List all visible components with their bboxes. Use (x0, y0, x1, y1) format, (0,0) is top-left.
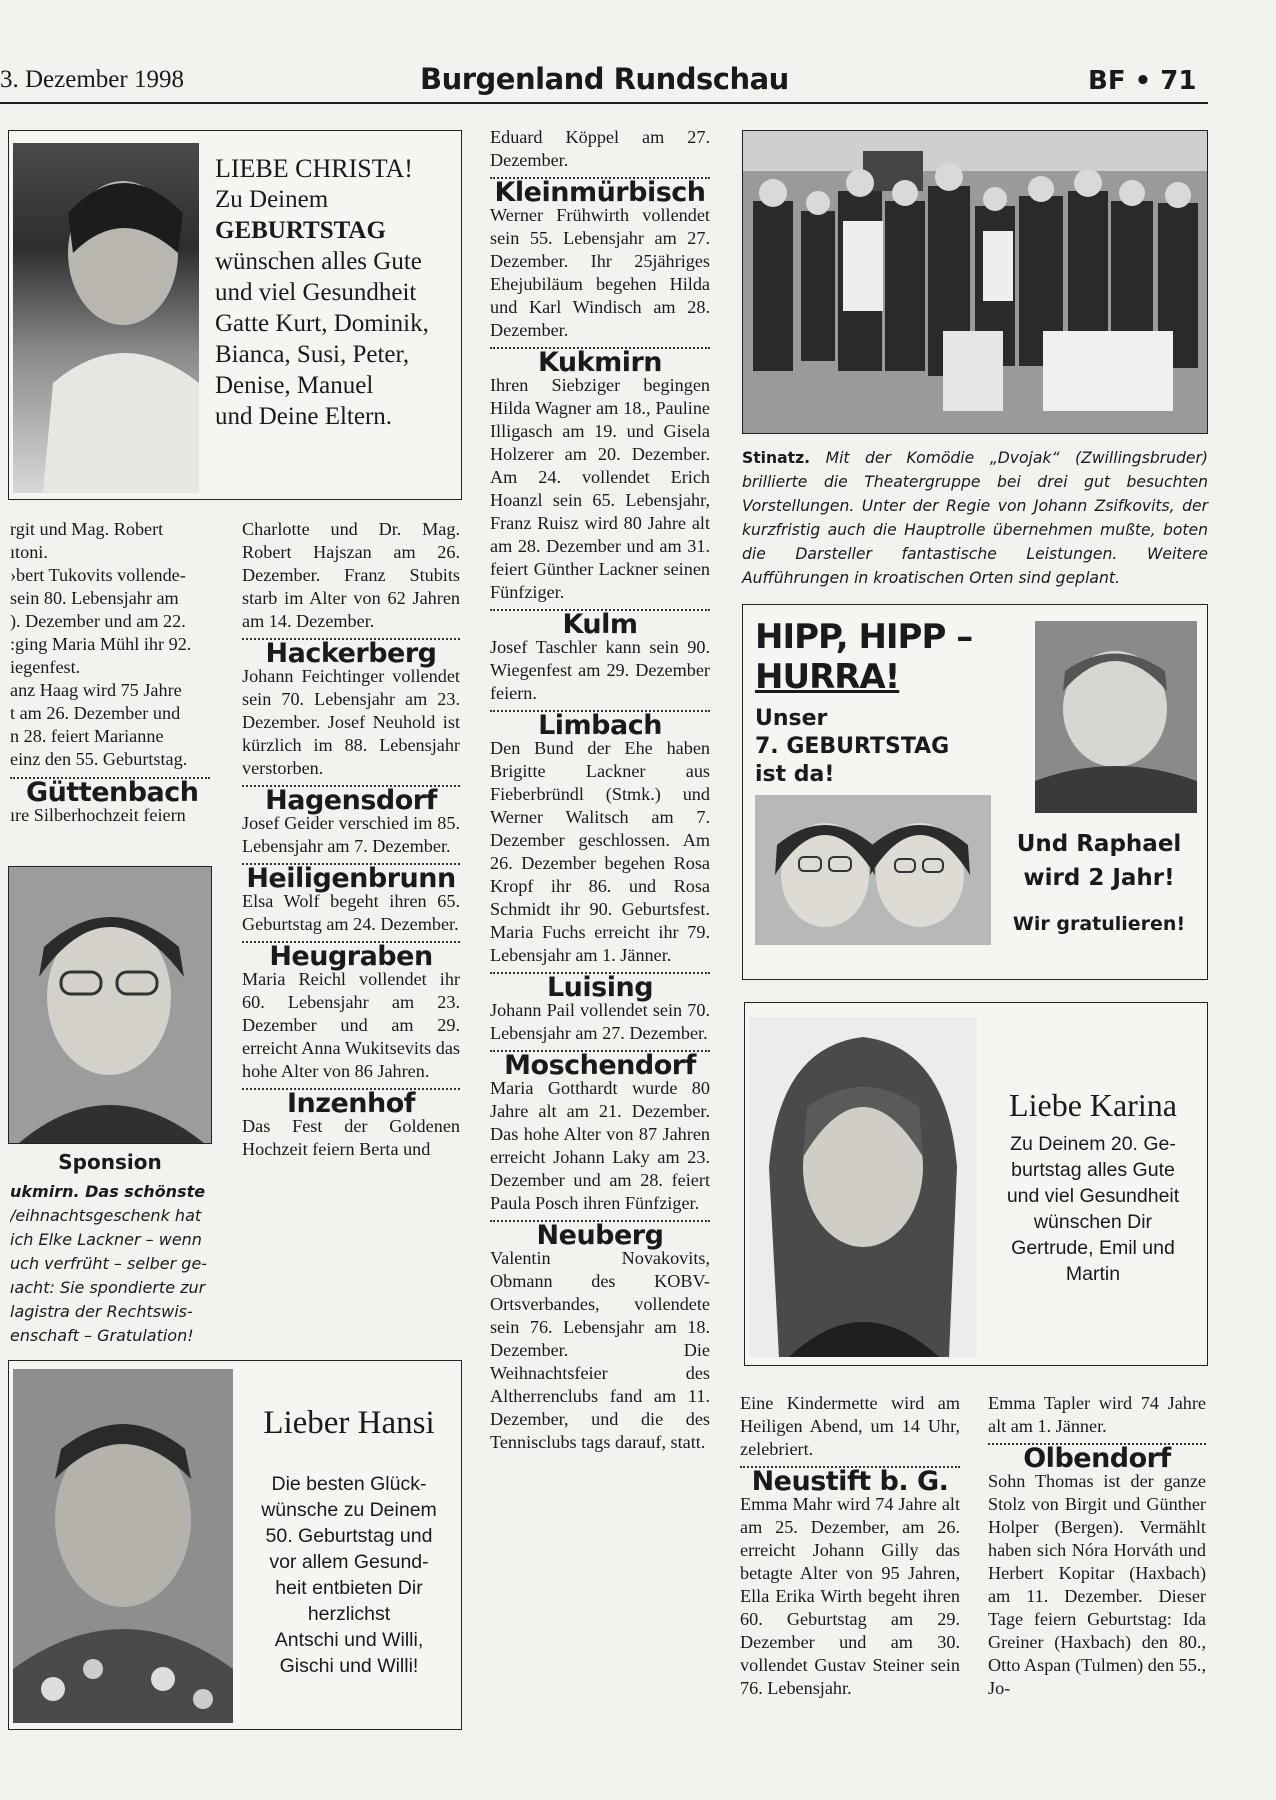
section-head-hagensdorf: Hagensdorf (265, 785, 437, 816)
ad-hansi-line: vor allem Gesund- (269, 1551, 429, 1573)
ad-hipp-ist-da: ist da! (755, 762, 835, 787)
paragraph: Maria Gotthardt wurde 80 Jahre alt am 21. Dezember. Das hohe Alter von 87 Jahren erreicht Johann Laky am 23. Dezember und am 28. feiert Paula Posch ihren Fünfziger. (490, 1078, 710, 1213)
column-3 (490, 126, 710, 1454)
ad-karina-line: wünschen Dir (1033, 1211, 1153, 1233)
ad-karina-title: Liebe Karina (1009, 1087, 1177, 1123)
ad-karina-line: Martin (1065, 1263, 1121, 1285)
hansi-portrait (13, 1369, 233, 1723)
girls-photo (755, 795, 991, 945)
text-line: :ging Maria Mühl ihr 92. (10, 634, 192, 654)
paragraph: Eine Kindermette wird am Heiligen Abend, um 14 Uhr, zelebriert. (740, 1393, 960, 1459)
column-5 (988, 1392, 1206, 1700)
ad-christa-line: und viel Gesundheit (215, 279, 417, 306)
ad-hipp-raphael: Und Raphael (1016, 831, 1182, 857)
photo-caption (742, 446, 1208, 590)
section-head-neustift: Neustift b. G. (751, 1466, 949, 1497)
ad-christa (8, 130, 462, 500)
section-head-heugraben: Heugraben (269, 941, 433, 972)
ad-christa-line: wünschen alles Gute (215, 248, 422, 275)
text-line: lagistra der Rechtswis- (10, 1302, 193, 1321)
paragraph: Werner Frühwirth vollendet sein 55. Lebensjahr am 27. Dezember. Ihr 25jähriges Ehejubiläum begehen Hilda und Karl Windisch am 28. Dezember. (490, 205, 710, 340)
boy-photo (1035, 621, 1197, 813)
ad-christa-line: GEBURTSTAG (215, 217, 386, 244)
ad-hipp-birthday: 7. GEBURTSTAG (755, 734, 950, 759)
section-head-neuberg: Neuberg (536, 1220, 664, 1251)
ad-christa-line: Zu Deinem (215, 186, 329, 213)
page-number: BF • 71 (1088, 66, 1197, 96)
twins-portrait (755, 795, 991, 945)
section-head-kukmirn: Kukmirn (537, 347, 663, 378)
ad-hipp-gratulieren: Wir gratulieren! (1012, 913, 1186, 935)
section-head-heiligenbrunn: Heiligenbrunn (246, 863, 456, 894)
ad-hipp-hurra (742, 604, 1208, 980)
text-line: uch verfrüht – selber ge- (10, 1254, 208, 1273)
paragraph: Valentin Novakovits, Obmann des KOBV-Ortsverbandes, vollendete sein 76. Lebensjahr am 18. Dezember. Die Weihnachtsfeier des Altherrenclubs fand am 11. Dezember, und die des Tennisclubs tags darauf, statt. (490, 1248, 710, 1452)
ad-karina-line: Gertrude, Emil und (1011, 1237, 1175, 1259)
ad-hansi-line: wünsche zu Deinem (261, 1499, 437, 1521)
paragraph: Elsa Wolf begeht ihren 65. Geburtstag am 24. Dezember. (242, 891, 460, 934)
ad-hansi-line: Gischi und Willi! (279, 1655, 419, 1677)
ad-christa-line: Denise, Manuel (215, 372, 374, 399)
paragraph: Sohn Thomas ist der ganze Stolz von Birgit und Günther Holper (Bergen). Vermählt haben sich Nóra Horváth und Herbert Kopitar (Haxbach) am 11. Dezember. Dieser Tage feiern Geburtstag: Ida Greiner (Haxbach) den 80., Otto Aspan (Tulmen) den 55., Jo- (988, 1471, 1206, 1698)
section-head-luising: Luising (546, 972, 654, 1003)
ad-hansi (8, 1360, 462, 1730)
section-head-inzenhof: Inzenhof (286, 1088, 416, 1119)
ad-christa-line: und Deine Eltern. (215, 403, 393, 430)
caption-text: Mit der Komödie „Dvojak“ (Zwillingsbruder) brillierte die Theatergruppe bei drei gut besuchten Vorstellungen. Unter der Regie von Johann Zsifkovits, der kurzfristig auch die Hauptrolle übernehmen mußte, boten die Darsteller fantastische Leistungen. Weitere Aufführungen in kroatischen Orten sind geplant. (742, 449, 1208, 587)
text-line: anz Haag wird 75 Jahre (10, 680, 182, 700)
text-line: ›bert Tukovits vollende- (10, 565, 186, 585)
header-rule (0, 102, 1208, 104)
ad-hipp-unser: Unser (755, 706, 828, 731)
ad-hansi-title: Lieber Hansi (263, 1405, 435, 1441)
caption-place: Stinatz. (742, 449, 811, 467)
section-head-guettenbach: Güttenbach (26, 777, 199, 808)
paragraph: Emma Mahr wird 74 Jahre alt am 25. Dezember, am 26. erreicht Johann Gilly das betagte Alter von 95 Jahren, Ella Erika Wirth begeht ihren 60. Geburtstag am 29. Dezember und am 30. vollendet Gustav Steiner sein 76. Lebensjahr. (740, 1494, 960, 1698)
section-head-hackerberg: Hackerberg (265, 638, 437, 669)
column-1 (10, 518, 210, 827)
sponsion-text (10, 1150, 210, 1348)
ad-christa-title: LIEBE CHRISTA! (215, 154, 413, 183)
text-line: iegenfest. (10, 657, 81, 677)
text-line: ). Dezember und am 22. (10, 611, 186, 631)
paragraph: Johann Pail vollendet sein 70. Lebensjahr am 27. Dezember. (490, 1000, 710, 1043)
text-line: ıre Silberhochzeit feiern (10, 805, 186, 825)
text-line: ıtoni. (10, 542, 48, 562)
ad-karina-line: burtstag alles Gute (1011, 1159, 1175, 1181)
section-head-limbach: Limbach (538, 710, 662, 741)
paragraph: Das Fest der Goldenen Hochzeit feiern Berta und (242, 1116, 460, 1159)
hansi-photo (13, 1369, 233, 1723)
section-head-olbendorf: Olbendorf (1023, 1443, 1171, 1474)
ad-hansi-line: herzlichst (307, 1603, 391, 1625)
paragraph: Maria Reichl vollendet ihr 60. Lebensjahr am 23. Dezember und am 29. erreicht Anna Wukitsevits das hohe Alter von 86 Jahren. (242, 969, 460, 1081)
paragraph: Emma Tapler wird 74 Jahre alt am 1. Jänner. (988, 1393, 1206, 1436)
text-line: einz den 55. Geburtstag. (10, 749, 188, 769)
text-line: enschaft – Gratulation! (10, 1326, 194, 1345)
column-4 (740, 1392, 960, 1700)
paragraph: Johann Feichtinger vollendet sein 70. Lebensjahr am 23. Dezember. Josef Neuhold ist kürzlich im 88. Lebensjahr verstorben. (242, 666, 460, 778)
paragraph: Charlotte und Dr. Mag. Robert Hajszan am 26. Dezember. Franz Stubits starb im Alter von 62 Jahren am 14. Dezember. (242, 519, 460, 631)
paragraph: Josef Taschler kann sein 90. Wiegenfest am 29. Dezember feiern. (490, 637, 710, 703)
sponsion-photo-frame (8, 866, 212, 1144)
newspaper-title: Burgenland Rundschau (420, 62, 789, 96)
ad-hansi-line: Die besten Glück- (271, 1473, 427, 1495)
group-photo-image (743, 131, 1207, 433)
paragraph: Den Bund der Ehe haben Brigitte Lackner aus Fieberbründl (Stmk.) und Werner Walitsch am 7. Dezember geschlossen. Am 26. Dezember begehen Rosa Kropf ihr 86. und Rosa Schmidt ihr 90. Geburtsfest. Maria Fuchs erreicht ihr 79. Lebensjahr am 1. Jänner. (490, 738, 710, 965)
ad-christa-line: Gatte Kurt, Dominik, (215, 310, 429, 337)
ad-hipp-title-2: HURRA! (755, 657, 900, 697)
section-head-kleinmuerbisch: Kleinmürbisch (494, 177, 706, 208)
text-line: sein 80. Lebensjahr am (10, 588, 179, 608)
section-head-moschendorf: Moschendorf (504, 1050, 696, 1081)
text-line: /eihnachtsgeschenk hat (10, 1206, 202, 1225)
paragraph: Eduard Köppel am 27. Dezember. (490, 127, 710, 170)
paragraph: Ihren Siebziger begingen Hilda Wagner am 18., Pauline Illigasch am 19. und Gisela Holzerer am 20. Dezember. Am 24. vollendet Erich Hoanzl sein 65. Lebensjahr, Franz Ruisz wird 80 Jahre alt am 28. Dezember und am 31. feiert Günther Lackner seinen Fünfziger. (490, 375, 710, 602)
text-line: n 28. feiert Marianne (10, 726, 164, 746)
ad-karina-line: Zu Deinem 20. Ge- (1010, 1133, 1176, 1155)
issue-date: 3. Dezember 1998 (0, 66, 184, 93)
ad-hipp-title-1: HIPP, HIPP – (755, 617, 973, 657)
sponsion-portrait (9, 867, 211, 1143)
boy-portrait (1035, 621, 1197, 813)
text-line: ukmirn. Das schönste (10, 1182, 206, 1201)
karina-photo (749, 1017, 977, 1357)
ad-hansi-line: heit entbieten Dir (275, 1577, 423, 1599)
ad-hansi-line: 50. Geburtstag und (265, 1525, 433, 1547)
text-line: t am 26. Dezember und (10, 703, 181, 723)
text-line: rgit und Mag. Robert (10, 519, 164, 539)
ad-karina (744, 1002, 1208, 1366)
karina-portrait (749, 1017, 977, 1357)
ad-karina-line: und viel Gesundheit (1006, 1185, 1180, 1207)
paragraph: Josef Geider verschied im 85. Lebensjahr am 7. Dezember. (242, 813, 460, 856)
portrait-photo (13, 143, 199, 493)
ad-hansi-line: Antschi und Willi, (274, 1629, 424, 1651)
theatre-group-photo (742, 130, 1208, 434)
section-head-kulm: Kulm (562, 609, 638, 640)
portrait-silhouette (13, 143, 199, 493)
text-line: ıacht: Sie spondierte zur (10, 1278, 206, 1297)
ad-hipp-wird-2: wird 2 Jahr! (1023, 865, 1175, 891)
ad-christa-line: Bianca, Susi, Peter, (215, 341, 410, 368)
text-line: ich Elke Lackner – wenn (10, 1230, 202, 1249)
column-2 (242, 518, 460, 1161)
section-head-sponsion: Sponsion (58, 1150, 162, 1174)
